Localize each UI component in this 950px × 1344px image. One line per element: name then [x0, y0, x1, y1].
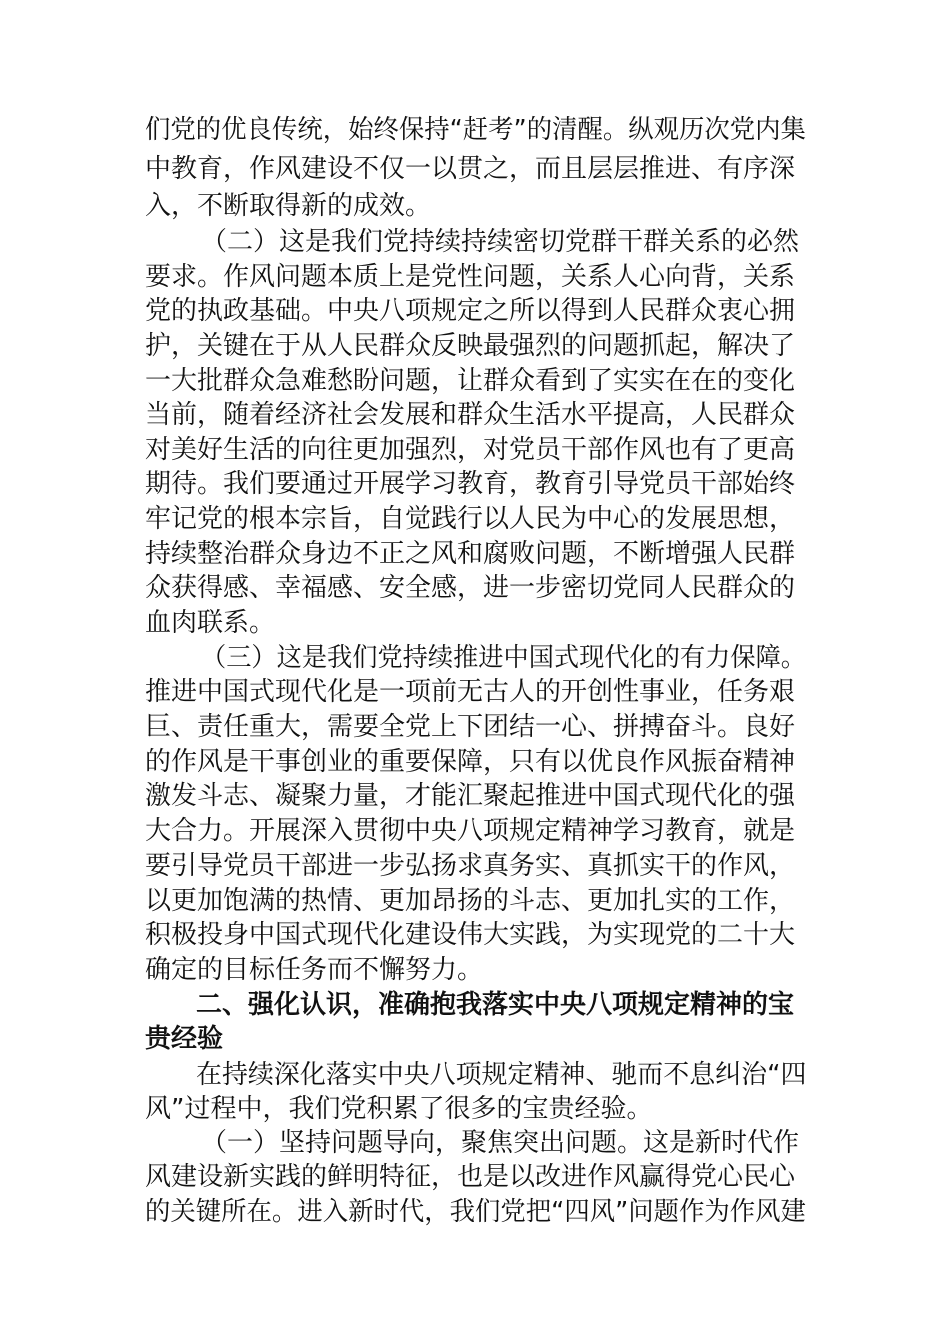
- text-line: 的关键所在。进入新时代，我们党把“四风”问题作为作风建: [145, 1197, 806, 1227]
- text-line: 党的执政基础。中央八项规定之所以得到人民群众衷心拥: [145, 296, 796, 326]
- text-line: 期待。我们要通过开展学习教育，教育引导党员干部始终: [145, 469, 796, 499]
- text-line: 风”过程中，我们党积累了很多的宝贵经验。: [145, 1094, 653, 1124]
- text-line: 推进中国式现代化是一项前无古人的开创性事业，任务艰: [145, 677, 796, 707]
- text-line: 持续整治群众身边不正之风和腐败问题，不断增强人民群: [145, 539, 796, 569]
- text-line: 众获得感、幸福感、安全感，进一步密切党同人民群众的: [145, 573, 796, 603]
- text-line: 当前，随着经济社会发展和群众生活水平提高，人民群众: [145, 400, 796, 430]
- text-line: 确定的目标任务而不懈努力。: [145, 955, 484, 985]
- text-line: 一大批群众急难愁盼问题，让群众看到了实实在在的变化: [145, 366, 796, 396]
- text-line: 们党的优良传统，始终保持“赶考”的清醒。纵观历次党内集: [145, 115, 806, 145]
- text-line: （一）坚持问题导向，聚焦突出问题。这是新时代作: [201, 1128, 800, 1158]
- text-line: 血肉联系。: [145, 608, 276, 638]
- text-line: 巨、责任重大，需要全党上下团结一心、拼搏奋斗。良好: [145, 712, 796, 742]
- text-line: 对美好生活的向往更加强烈，对党员干部作风也有了更高: [145, 435, 796, 465]
- section-heading-line: 贵经验: [145, 1024, 224, 1054]
- text-line: 护，关键在于从人民群众反映最强烈的问题抓起，解决了: [145, 331, 796, 361]
- text-line: 的作风是干事创业的重要保障，只有以优良作风振奋精神: [145, 747, 796, 777]
- text-line: 积极投身中国式现代化建设伟大实践，为实现党的二十大: [145, 920, 796, 950]
- text-line: 在持续深化落实中央八项规定精神、驰而不息纠治“四: [196, 1060, 807, 1090]
- text-line: 入，不断取得新的成效。: [145, 191, 432, 221]
- text-line: （二）这是我们党持续持续密切党群干群关系的必然: [201, 227, 800, 257]
- text-line: 激发斗志、凝聚力量，才能汇聚起推进中国式现代化的强: [145, 781, 796, 811]
- text-line: （三）这是我们党持续推进中国式现代化的有力保障。: [201, 643, 807, 673]
- section-heading-line: 二、强化认识，准确抱我落实中央八项规定精神的宝: [196, 990, 795, 1020]
- text-line: 大合力。开展深入贯彻中央八项规定精神学习教育，就是: [145, 816, 796, 846]
- text-line: 要求。作风问题本质上是党性问题，关系人心向背，关系: [145, 262, 796, 292]
- text-line: 中教育，作风建设不仅一以贯之，而且层层推进、有序深: [145, 154, 796, 184]
- text-line: 风建设新实践的鲜明特征，也是以改进作风赢得党心民心: [145, 1162, 796, 1192]
- text-line: 牢记党的根本宗旨，自觉践行以人民为中心的发展思想，: [145, 504, 796, 534]
- text-line: 要引导党员干部进一步弘扬求真务实、真抓实干的作风，: [145, 851, 796, 881]
- text-line: 以更加饱满的热情、更加昂扬的斗志、更加扎实的工作，: [145, 886, 796, 916]
